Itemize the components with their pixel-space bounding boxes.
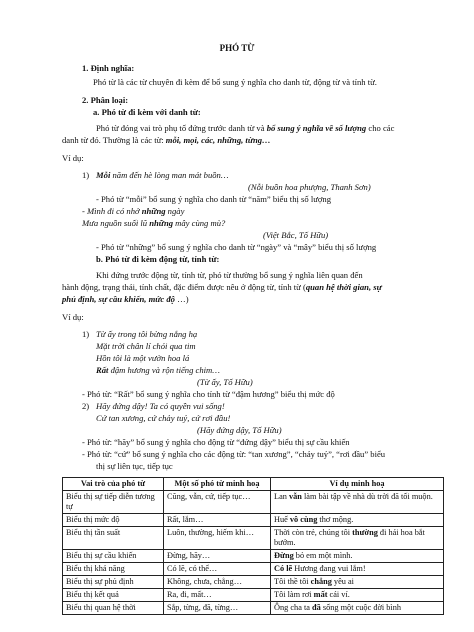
example2-line1: - Mình đi có nhớ những ngày <box>82 206 185 216</box>
subsection-b-heading: b. Phó từ đi kèm động từ, tính từ: <box>96 254 220 264</box>
section-definition-heading: 1. Định nghĩa: <box>82 63 135 73</box>
example1-note: - Phó từ “mỗi” bổ sung ý nghĩa cho danh từ “năm” biểu thị số lượng <box>96 194 331 204</box>
table-cell-role: Biểu thị tần suất <box>63 527 164 550</box>
poem2-note2-line1: - Phó từ: “cứ” bổ sung ý nghĩa cho các động từ: “tan xương”, “chảy tuỷ”, “rơi đầu” biểu <box>82 449 386 459</box>
table-header-row <box>63 478 444 491</box>
subsection-b-line3: phủ định, sự cầu khiến, mức độ …) <box>62 294 189 304</box>
table-cell-example: Tôi thề tôi chẳng yêu ai <box>271 576 444 589</box>
table-row <box>63 527 444 550</box>
section-classification-heading: 2. Phân loại: <box>82 95 129 105</box>
poem1-line2: Mặt trời chân lí chói qua tim <box>96 341 196 351</box>
example2-note: - Phó từ “những” bổ sung ý nghĩa cho danh từ “ngày” và “mây” biểu thị số lượng <box>96 242 377 252</box>
poem1-line1: Từ ấy trong tôi bừng nắng hạ <box>96 329 198 339</box>
table-header-sentence: Ví dụ minh hoạ <box>271 478 444 491</box>
example1-number: 1) <box>82 170 90 180</box>
example1-source: (Nỗi buồn hoa phượng, Thanh Sơn) <box>248 182 371 192</box>
table-cell-role: Biểu thị mức độ <box>63 514 164 527</box>
poem1-number: 1) <box>82 329 90 339</box>
table-cell-adverbs: Cũng, vẫn, cứ, tiếp tục… <box>164 491 271 514</box>
poem2-line2: Cứ tan xương, cứ chảy tuỷ, cứ rơi đầu! <box>96 413 231 423</box>
definition-text: Phó từ là các từ chuyên đi kèm để bổ sung ý nghĩa cho danh từ, động từ và tính từ. <box>93 77 377 87</box>
table-cell-adverbs: Ra, đi, mất… <box>164 589 271 602</box>
example-label: Ví dụ: <box>62 153 84 163</box>
table-cell-adverbs: Không, chưa, chẳng… <box>164 576 271 589</box>
example-label-2: Ví dụ: <box>62 312 84 322</box>
table-cell-example: Tôi làm rơi mất cái ví. <box>271 589 444 602</box>
poem1-source: (Từ ấy, Tố Hữu) <box>197 377 253 387</box>
table-row <box>63 602 444 615</box>
subsection-a-paragraph-line2: danh từ đó. Thường là các từ: mỗi, mọi, các, những, từng… <box>62 135 271 145</box>
poem2-source: (Hãy đứng dậy, Tố Hữu) <box>197 425 282 435</box>
table-cell-example: Ông cha ta đã sống một cuộc đời bình <box>271 602 444 615</box>
poem2-note1: - Phó từ: “hãy” bổ sung ý nghĩa cho động từ “đứng dậy” biểu thị sự cầu khiến <box>82 437 350 447</box>
table-header-role: Vai trò của phó từ <box>63 478 164 491</box>
table-cell-role: Biểu thị sự cầu khiến <box>63 550 164 563</box>
table-cell-example: Huế vô cùng thơ mộng. <box>271 514 444 527</box>
table-cell-example: Có lẽ Hương đang vui lắm! <box>271 563 444 576</box>
table-cell-example: Lan vẫn làm bài tập về nhà dù trời đã tối muộn. <box>271 491 444 514</box>
subsection-b-line2: hành động, trạng thái, tính chất, đặc điểm được nêu ở động từ, tính từ (quan hệ thời gian, sự <box>62 282 382 292</box>
subsection-a-heading: a. Phó từ đi kèm với danh từ: <box>93 107 201 117</box>
table-row <box>63 589 444 602</box>
poem2-number: 2) <box>82 401 90 411</box>
table-cell-role: Biểu thị quan hệ thời <box>63 602 164 615</box>
example1-line: Mỗi năm đến hè lòng man mát buồn… <box>96 170 229 180</box>
table-cell-role: Biểu thị khả năng <box>63 563 164 576</box>
table-row <box>63 563 444 576</box>
table-row <box>63 576 444 589</box>
poem2-line1: Hãy đứng dậy! Ta có quyền vui sống! <box>96 401 225 411</box>
subsection-a-paragraph-line1: Phó từ đóng vai trò phụ tố đứng trước danh từ và bổ sung ý nghĩa về số lượng cho các <box>96 123 395 133</box>
table-header-examples: Một số phó từ minh hoạ <box>164 478 271 491</box>
table-cell-adverbs: Có lẽ, có thể… <box>164 563 271 576</box>
page-title: PHÓ TỪ <box>219 43 255 53</box>
table-cell-example: Thời còn trẻ, chúng tôi thường đi hái hoa bắt bướm. <box>271 527 444 550</box>
example2-source: (Việt Bắc, Tố Hữu) <box>263 230 329 240</box>
table-row <box>63 491 444 514</box>
poem1-note: - Phó từ: “Rất” bổ sung ý nghĩa cho tính từ “đậm hương” biểu thị mức độ <box>82 389 335 399</box>
table-cell-role: Biểu thị sự phủ định <box>63 576 164 589</box>
table-row <box>63 514 444 527</box>
table-cell-adverbs: Luôn, thường, hiếm khi… <box>164 527 271 550</box>
poem1-line3: Hồn tôi là một vườn hoa lá <box>96 353 190 363</box>
example2-line2: Mưa nguồn suối lũ những mây cùng mù? <box>82 218 226 228</box>
table-cell-adverbs: Sắp, từng, đã, từng… <box>164 602 271 615</box>
table-cell-example: Đừng bỏ em một mình. <box>271 550 444 563</box>
poem1-line4: Rất đậm hương và rộn tiếng chim… <box>96 365 220 375</box>
adverb-role-table <box>62 477 444 615</box>
table-cell-adverbs: Rất, lắm… <box>164 514 271 527</box>
subsection-b-line1: Khi đứng trước động từ, tính từ, phó từ thường bổ sung ý nghĩa liên quan đến <box>96 270 363 280</box>
poem2-note2-line2: thị sự liên tục, tiếp tục <box>96 461 173 471</box>
table-row <box>63 550 444 563</box>
table-cell-role: Biểu thị sự tiếp diễn tương tự <box>63 491 164 514</box>
table-cell-role: Biểu thị kết quả <box>63 589 164 602</box>
table-cell-adverbs: Đừng, hãy… <box>164 550 271 563</box>
